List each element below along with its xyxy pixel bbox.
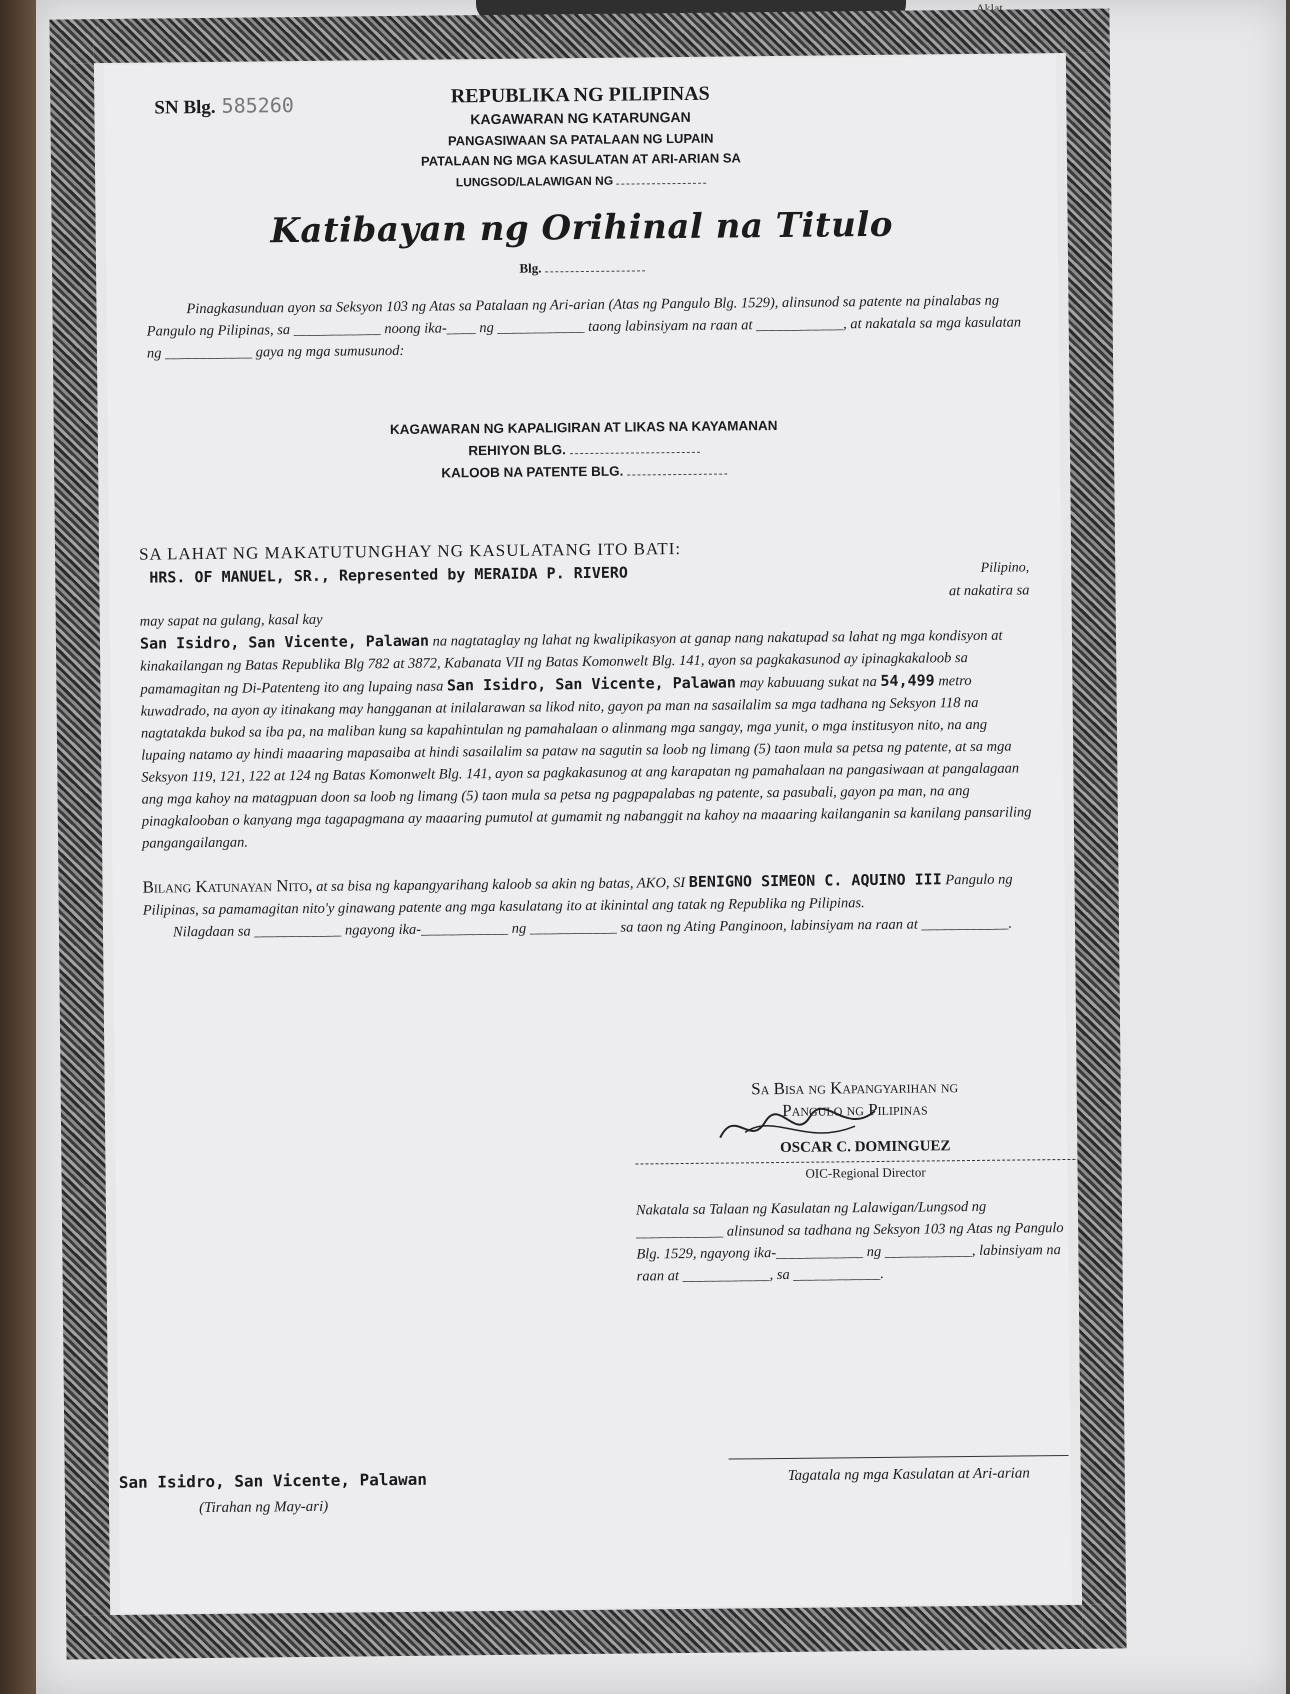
paragraph-registration: Nakatala sa Talaan ng Kasulatan ng Lalawigan/Lungsod ng ____________ alinsunod sa tadhana ng Seksyon 103 ng Atas ng Pangulo Blg. 1529, ngayong ika-____________ ng ____________, labinsiyam na raan at ____________, sa ____________. — [635, 1198, 1064, 1285]
aklat-label: Aklat — [976, 0, 1096, 17]
president-name: BENIGNO SIMEON C. AQUINO III — [688, 870, 942, 891]
greeting: SA LAHAT NG MAKATUTUNGHAY NG KASULATANG ITO BATI: — [138, 539, 682, 564]
header-city-province: LUNGSOD/LALAWIGAN NG — [105, 169, 1057, 193]
serial-value: 585260 — [221, 93, 294, 118]
serial-number: SN Blg. 585260 — [154, 93, 294, 119]
area-typed: 54,499 — [880, 671, 935, 690]
nationality: Pilipino, — [980, 560, 1030, 576]
region-number: REHIYON BLG. — [108, 437, 1060, 462]
denr-heading: KAGAWARAN NG KAPALIGIRAN AT LIKAS NA KAYAMANAN — [389, 417, 778, 438]
paragraph-intro: Pinagkasunduan ayon sa Seksyon 103 ng Atas sa Patalaan ng Ari-arian (Atas ng Pangulo Blg. 1529), alinsunod sa patente na pinalabas ng Pangulo ng Pilipinas, sa ____________ noong ika-____ ng ____________ taong labinsiyam na raan at ____________, at nakatala sa mga kasulatan ng ____________ gaya ng mga sumusunod: — [146, 292, 1022, 362]
header-registry: PATALAAN NG MGA KASULATAN AT ARI-ARIAN SA — [420, 150, 741, 169]
title-number: Blg. — [106, 255, 1058, 281]
paragraph-witness: Bilang Katunayan Nito, at sa bisa ng kapangyarihang kaloob sa akin ng batas, AKO, SI BENIGNO SIMEON C. AQUINO III Pangulo ng Pilipinas, sa pamamagitan nito'y ginawang patente ang mga kasulatang ito at ikinintal ang tatak ng Republika ng Pilipinas. Nilagdaan sa ____________ ngayong ika-____________ ng ____________ sa taon ng Ating Panginoon, labinsiyam na raan at ____________. — [142, 870, 1013, 941]
signatory-position: OIC-Regional Director — [805, 1164, 926, 1181]
registrar-signature-line — [729, 1455, 1069, 1460]
signature-authority: Sa Bisa ng Kapangyarihan ng Pangulo ng Pilipinas — [751, 1077, 959, 1120]
owner-address: San Isidro, San Vicente, Palawan — [118, 1469, 428, 1492]
witness-heading: Bilang Katunayan Nito, — [142, 875, 313, 897]
pahina-label: Pahina — [976, 17, 1096, 34]
header-administration: PANGASIWAAN SA PATALAAN NG LUPAIN — [447, 130, 714, 149]
owner-address-caption: (Tirahan ng May-ari) — [198, 1498, 329, 1517]
background-table — [0, 0, 40, 1694]
document-title: Katibayan ng Orihinal na Titulo — [270, 204, 894, 252]
location-typed: San Isidro, San Vicente, Palawan — [446, 673, 736, 695]
title-body — [104, 55, 1072, 1613]
residence-typed: San Isidro, San Vicente, Palawan — [139, 631, 430, 653]
registrar-caption: Tagatala ng mga Kasulatan at Ari-arian — [787, 1465, 1030, 1484]
signatory-name: OSCAR C. DOMINGUEZ — [779, 1138, 951, 1157]
header-department: KAGAWARAN NG KATARUNGAN — [470, 108, 691, 128]
header-republic: REPUBLIKA NG PILIPINAS — [450, 82, 710, 108]
grantee-name: HRS. OF MANUEL, SR., Represented by MERAIDA P. RIVERO — [149, 563, 628, 587]
paragraph-grant: at nakatira sa may sapat na gulang, kasal kay San Isidro, San Vicente, Palawan na nagtataglay ng lahat ng kwalipikasyon at ganap nang nakatupad sa lahat ng mga kondisyon at kinakailangan ng Batas Republika Blg 782 at 3872, Kabanata VII ng Batas Komonwelt Blg. 141, ayon sa pagkakasunod ay ipinagkakaloob sa pamamagitan ng Di-Patenteng ito ang lupaing nasa San Isidro, San Vicente, Palawan may kabuuang sukat na 54,499 metro kuwadrado, na ayon ay itinakang may hangganan at inilalarawan sa likod nito, gayon pa man na sasailalim sa mga tadhana ng Seksyon 118 na nagtatakda bukod sa iba pa, na maliban kung sa kapahintulan ng pamahalaan o alinmang mga sangay, mga yunit, o mga institusyon nito, na ang lupaing natamo ay hindi maaaring mapasaiba at hindi sasailalim sa pataw na sagutin sa loob ng limang (5) taon mula sa petsa ng patente, at sa mga Seksyon 119, 121, 122 at 124 ng Batas Komonwelt Blg. 141, ayon sa pagkakasunog at ang karapatan ng pamahalaan na pangasiwaan at pangalagaan ang mga kahoy na matagpuan doon sa loob ng limang (5) taon mula sa petsa ng pagpapalabas ng patente, sa pasubali, gayon pa man, na ang pinagkalooban o kanyang mga tagapagmana ay maaaring pumutol at gumamit ng nabanggit na kahoy na maaaring kailanganin sa kanilang pansariling pangangailangan. — [139, 582, 1032, 852]
patent-number: KALOOB NA PATENTE BLG. — [108, 459, 1060, 484]
